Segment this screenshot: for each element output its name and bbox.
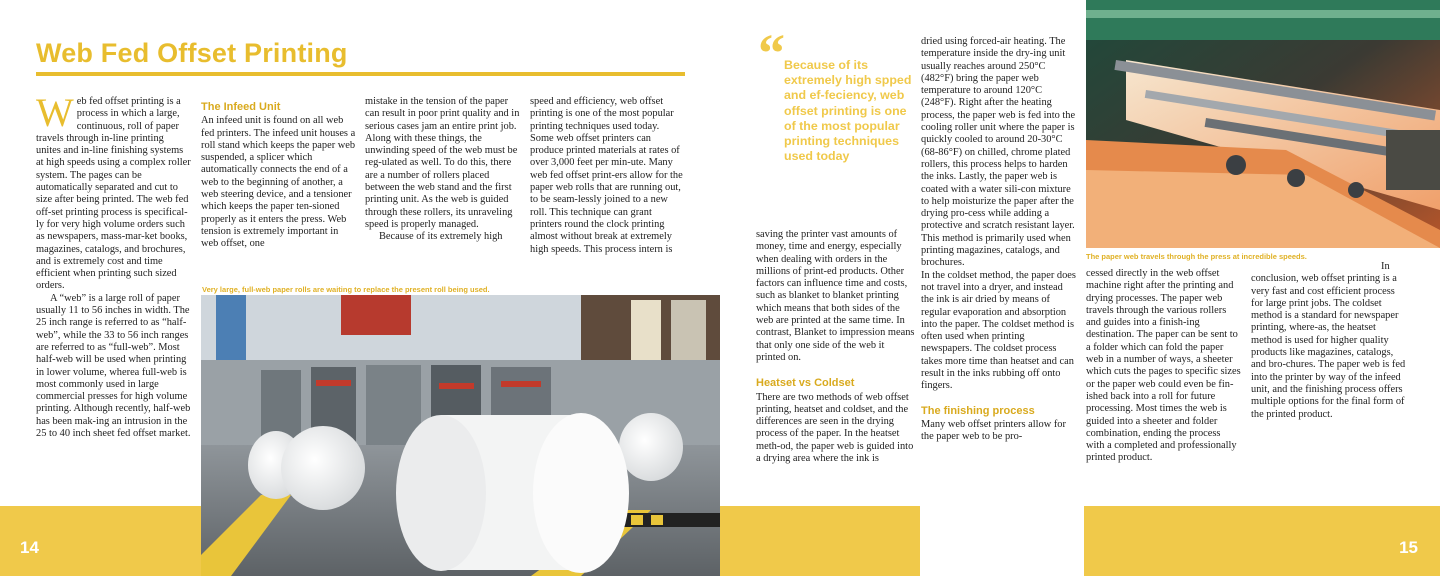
quote-mark: “ <box>758 23 785 83</box>
column-2 <box>201 101 356 251</box>
page-title: Web Fed Offset Printing <box>36 38 348 68</box>
intro-paragraph <box>36 90 191 293</box>
conclusion-text: In conclusion, web offset printing is a very fast and cost efficient process for large print jobs. The coldset method is a standard for newspaper printing, where-as, the heatset method is used for higher quality products like magazines, catalogs, and bro-chures. The paper web is fed into the printer by way of the infeed unit, and the finishing process offers multiple options for the final form of the printed product. <box>1251 261 1406 420</box>
page-number-left: 14 <box>20 538 39 557</box>
web-definition-paragraph: A “web” is a large roll of paper usually 11 to 56 inches in width. The 25 inch range is referred to as “half-web”, while the 33 to 56 inch ranges are referred to as “full-web”. Most half-web will be used when printing in lower volume, wherea full-web is most commonly used in large commercial presses for high volume printing. Although recently, half-web has been mak-ing an intrusion in the 25 to 40 inch sheet fed offset market. <box>36 292 191 440</box>
column-4-right <box>1251 261 1406 421</box>
right-page <box>720 0 1440 576</box>
pull-quote: Because of its extremely high spped and ef-feciency, web offset printing is one of the most popular printing techniques used today <box>784 58 912 164</box>
footer-band-mid <box>720 506 920 576</box>
column-1 <box>36 90 191 440</box>
photo-caption-right: The paper web travels through the press at incredible speeds. <box>1086 252 1307 261</box>
column-3 <box>365 96 520 244</box>
heatset-drying-text: dried using forced-air heating. The temperature inside the dry-ing unit usually reaches around 250°C (482°F) bring the paper web temperature to around 120°C (248°F). Right after the heating process, the paper web is fed into the cooling roller unit where the paper is quickly cooled to around 20-30°C (68-86°F) on chilled, chrome plated rollers, this process helps to harden the inks. Lastly, the paper web is coated with a water sili-con mixture to help moisturize the paper after the drying pro-cess while adding a protective and scratch resistant layer. This method is primarily used when printing magazines, catalogs, and brochures. <box>921 36 1076 269</box>
finishing-heading: The finishing process <box>921 404 1035 417</box>
column-2-right <box>921 36 1076 444</box>
footer-band-right <box>1084 506 1440 576</box>
paper-rolls-illustration <box>201 295 720 576</box>
paper-rolls-photo <box>201 295 720 576</box>
intro-text: eb fed offset printing is a process in which a large, continuous, roll of paper travels through in-line printing unites and in-line finishing systems at high speeds using a complex roller system. The pages can be automatically separated and cut to size after being printed. The web fed off-set printing process is specifical-ly for very high volume orders such as newspapers, mass-mar-ket books, magazines, catalogs, and brochures, and is extremely cost and time efficient when printing such sized orders. <box>36 96 191 292</box>
speed-intro-text: Because of its extremely high <box>379 231 503 243</box>
drop-cap: W <box>36 90 74 135</box>
column-3-right <box>1086 268 1241 465</box>
infeed-unit-heading: The Infeed Unit <box>201 101 281 113</box>
tension-text: mistake in the tension of the paper can result in poor print quality and in serious cases jam an entire print job. Along with these things, the unwinding speed of the web must be reg-ulated as well. To do this, there are a number of rollers placed between the web stand and the first printing unit. As the web is guided through these rollers, its unraveling speed is properly managed. <box>365 96 520 230</box>
cost-savings-text: saving the printer vast amounts of money, time and energy, especially when dealing with orders in the millions of print-ed products. Other factors can influence time and costs, such as blanket to blanket printing which means that both sides of the web are printed at the same time. In contrast, Blanket to impression means that only one side of the web it printed on. <box>756 229 915 363</box>
infeed-unit-text: An infeed unit is found on all web fed printers. The infeed unit houses a roll stand which keeps the paper web suspended, a splicer which automatically connects the end of a web to the beginning of another, a web steering device, and a tensioner which keeps the paper ten-sioned properly as it enters the press. Web tension is extremely important in web offset, one <box>201 115 356 250</box>
heatset-text: There are two methods of web offset printing, heatset and coldset, and the differences are seen in the drying process of the paper. In the heatset meth-od, the paper web is guided into a drying area where the ink is <box>756 391 914 465</box>
speed-text: speed and efficiency, web offset printing is one of the most popular printing techniques used today. Some web offset printers can produce printed materials at rates of over 3,000 feet per min-ute. Many web fed offset print-ers allow for the paper web rolls that are running out, to be seam-lessly joined to a new roll. This technique can grant printers round the clock printing almost without break at extremely high speeds. This process intern is <box>530 96 683 255</box>
coldset-text: In the coldset method, the paper does not travel into a dryer, and instead the ink is air dried by means of regular evaporation and absorption into the paper. The coldset method is often used when printing newspapers. The coldset process takes more time than heatset and can result in the inks rubbing off onto fingers. <box>921 269 1076 392</box>
page-number-right: 15 <box>1399 538 1418 557</box>
web-press-photo <box>1086 0 1440 248</box>
finishing-process-text: cessed directly in the web offset machine right after the printing and drying processes. The paper web travels through the various rollers and guides into a finish-ing destination. The paper can be sent to a folder which can fold the paper web in a number of ways, a sheeter which cuts the pages to specific sizes or the paper web could even be fin-ished back into a roll for future processing. Most times the web is guided into a sheeter and folder combination, ending the process with a completed and professionally printed product. <box>1086 268 1241 464</box>
heatset-heading: Heatset vs Coldset <box>756 377 855 390</box>
photo-caption-left: Very large, full-web paper rolls are waiting to replace the present roll being used. <box>202 285 490 294</box>
column-4 <box>530 96 685 256</box>
column-1-right <box>756 229 916 465</box>
title-underline <box>36 72 685 76</box>
finishing-text: Many web offset printers allow for the paper web to be pro- <box>921 418 1066 443</box>
web-press-illustration <box>1086 0 1440 248</box>
